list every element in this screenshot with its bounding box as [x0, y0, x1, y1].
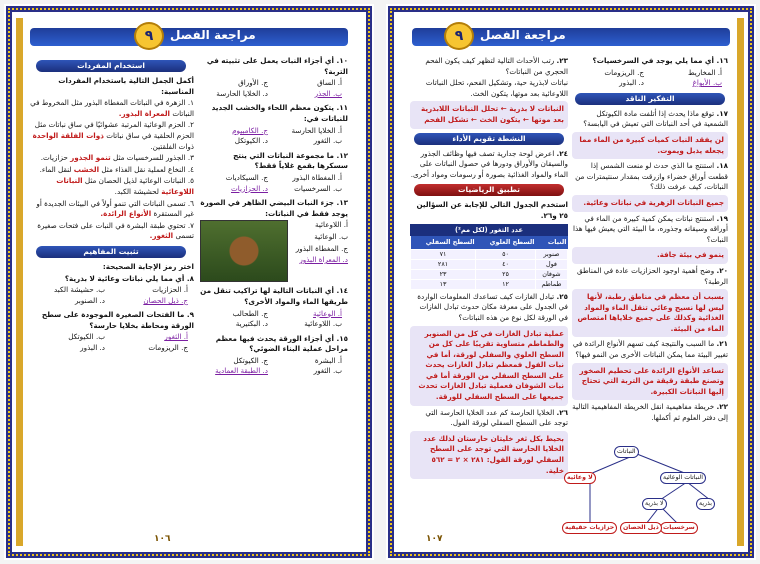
- vocab-section-title: استخدام المفردات: [36, 60, 186, 72]
- table-row: صنوبر ٥٠ ٧١: [411, 249, 568, 259]
- q23-answer: النباتات لا بذرية ← تحلل النباتات اللابذرية بعد موتها ← يتكون الخث ← تشكل الفحم: [410, 101, 568, 128]
- vocab-item-1: ١. الزهرة في النباتات المغطاة البذور مثل المخروط في النباتات المعراة البذور.: [30, 98, 194, 118]
- question-15: ١٥. أي أجزاء الورقة يحدث فيها معظم مراحل عملية البناء الضوئي؟: [215, 333, 348, 354]
- q11-options: أ. الخلايا الحارسة ج. الكامبيوم ب. الثغور د. الكيوتكل: [200, 126, 348, 147]
- vocab-item-5: ٥. النباتات الوعائية لذيل الحصان مثل النباتات اللاوعائية لحشيشة الكبد.: [56, 176, 194, 196]
- q15-answer: د. الطبقة العمادية: [215, 366, 268, 376]
- critical-thinking-column: [572, 56, 728, 425]
- review-questions-column: [200, 56, 348, 377]
- table-row: فول ٤٠ ٢٨١: [411, 259, 568, 269]
- q10-answer: ب. الجذر: [314, 88, 342, 98]
- map-nonvascular: لا وعائية: [564, 472, 596, 484]
- question-26: ٢٦. الخلايا الحارسة كم عدد الخلايا الحارسة التي توجد على السطح السفلي لورقة الفول.: [425, 407, 568, 428]
- q13-block: [200, 220, 348, 282]
- question-19: ١٩. استنتج نباتات يمكن كمية كبيرة من الماء في أوراقه وسيقانه وجذوره، ما البيئة التي يعيش فيها هذا النبات؟: [573, 213, 728, 244]
- q13-options: أ. اللاوعائية ب. الوعائية ج. المغطاة البذور د. المعراة البذور: [288, 220, 348, 282]
- question-25: ٢٥. تبادل الغازات كيف تساعدك المعلومات الواردة في الجدول على معرفة مكان حدوث تبادل الغازات في الورقة لكل نوع من هذه النباتات؟: [417, 291, 568, 322]
- application-column: [410, 56, 568, 481]
- q10-options: أ. الساق ج. الأوراق ب. الجذر د. الخلايا الحارسة: [200, 78, 348, 99]
- map-seeds: بذرية: [696, 498, 715, 510]
- q9-answer: أ. الثغور: [164, 332, 188, 342]
- page-rail: [737, 18, 744, 546]
- vocab-item-6: ٦. تسمى النباتات التي تنمو أولاً في البيئات الجديدة أو غير المستقرة الأنواع الرائدة.: [36, 198, 194, 219]
- q9-options: أ. الثغور ب. الكيوتكل ج. الريزومات د. البذور: [28, 332, 194, 353]
- question-14: ١٤. أي النباتات التالية لها تراكيب تنقل من طريقها الماء والمواد الأخرى؟: [200, 286, 348, 306]
- vocab-item-7: ٧. تحتوي طبقة البشرة في النبات على فتحات صغيرة تسمى الثغور.: [37, 220, 194, 241]
- vocab-instruction: أكمل الجمل التالية باستخدام المفردات المناسبة:: [58, 76, 194, 96]
- vocab-item-4: ٤. النخاع لعملية نقل الغذاء مثل الخشب لنقل الماء.: [39, 164, 194, 174]
- activity-title: النشطة تقويم الأداء: [414, 133, 564, 145]
- chapter-title: مراجعة الفصل: [170, 28, 256, 42]
- q23-sub: نباتات لابذرية حية، وتشكيل الفحم، تحلل النباتات اللاوعائية بعد موتها، يتكون الخث.: [425, 78, 568, 98]
- map-root: النباتات: [614, 446, 639, 458]
- q21-answer: تساعد الأنواع الرائدة على تحطيم الصخور وتصنع طبقة رقيقة من التربة التي تحتاج إليها النباتات الكبيرة.: [572, 363, 728, 401]
- question-8: ٨. أي مما يلي نباتات وعائية لا بذرية؟: [64, 273, 194, 283]
- question-13: ١٣. جزء النبات البيضي الظاهر في الصورة يوجد فقط في النباتات:: [200, 198, 348, 218]
- q14-answer: أ. الوعائية: [313, 308, 342, 318]
- q8-options: أ. الحزازيات ب. حشيشة الكبد ج. ذيل الحصان د. الصنوبر: [28, 285, 194, 306]
- chapter-badge: ٩: [444, 22, 474, 50]
- vocab-item-3: ٣. الجذور للسرخسيات مثل تنمو الجذور حزازيات.: [40, 153, 194, 163]
- q16-answer: ب. الأبواغ: [692, 78, 722, 88]
- q13-answer: د. المعراة البذور: [299, 255, 348, 265]
- question-16: ١٦. أي مما يلي يوجد في السرخسيات؟: [592, 56, 728, 65]
- question-9: ٩. ما الفتحات الصغيرة الموجودة على سطح الورقة ومحاطة بخلايا حارسة؟: [41, 310, 194, 330]
- page-rail: [16, 18, 23, 546]
- table-row: طماطم ١٢ ١٣: [411, 279, 568, 289]
- q19-answer: ينمو في بيئة جافة.: [572, 247, 728, 264]
- table-header-row: النبات السطح العلوي السطح السفلي: [411, 236, 568, 249]
- critical-thinking-title: التفكير الناقد: [575, 93, 725, 105]
- question-18: ١٨. استنتج ما الذي حدث لو منعت الشمس إذا قطعت أوراق خضراء وازرقت بمقدار سنتيمترات من النباتات، كيف عرفت ذلك؟: [575, 161, 728, 192]
- map-moss: حزازيات حقيقية: [562, 522, 617, 534]
- chapter-header: [412, 22, 730, 50]
- q12-answer: د. الحزازيات: [231, 183, 268, 193]
- q15-options: أ. البشرة ج. الكيوتكل ب. الثغور د. الطبقة العمادية: [200, 356, 348, 377]
- concept-section-title: تثبيت المفاهيم: [36, 246, 186, 258]
- page-106: [4, 4, 374, 560]
- table-caption: عدد الثغور (لكل مم²): [410, 224, 568, 237]
- concept-map: [542, 444, 732, 544]
- concept-instruction: اختر رمز الإجابة الصحيحة:: [102, 261, 194, 271]
- page-number: ١٠٧: [426, 534, 443, 544]
- pine-cone-photo: [200, 220, 288, 282]
- q14-options: أ. الوعائية ج. الطحالب ب. اللاوعائية د. البكتيرية: [200, 309, 348, 330]
- math-intro: استخدم الجدول التالي للإجابة عن السؤالين ٢٥ و٢٦.: [416, 200, 568, 220]
- q20-answer: بسبب أن معظم في مناطق رطبة، لأنها ليس لها نسيج وعائي تنقل الماء والمواد الغذائية وكذلك على جميع خلاياها امتصاص الماء من البيئة.: [572, 289, 728, 337]
- question-23: ٢٣. رتب الأحداث التالية لتظهر كيف يكون الفحم الحجري من النباتات؟: [425, 56, 568, 76]
- q25-answer: عملية تبادل الغازات في كل من الصنوبر والطماطم متساوية تقريبًا على كل من السطح العلوي والسفلي لورقة، أما في نبات الفول فمعظم تبادل الغازات يحدث على السطح السفلي من الورقة أما في نبات الشوفان فعملية تبادل الغازات تحدث جميعها على السطح السفلي للورقة.: [410, 326, 568, 406]
- page-number: ١٠٦: [154, 534, 171, 544]
- question-10: ١٠. أي أجزاء النبات يعمل على تثبيته في التربة؟: [206, 56, 348, 76]
- stomata-table: [410, 224, 568, 290]
- question-22: ٢٢. خريطة مفاهيمية انقل الخريطة المفاهيمية التالية إلى دفتر العلوم ثم أكملها.: [572, 402, 728, 423]
- vocab-item-2: ٢. الحزم الوعائية المرتبة عشوائيًا في ساق نباتات مثل الحزم الحلقية في ساق نباتات ذوات الفلقة الواحدة ذوات الفلقتين.: [32, 120, 194, 151]
- q12-options: أ. المغطاة البذور ج. السيكاديات ب. السرخسيات د. الحزازيات: [200, 173, 348, 194]
- chapter-title: مراجعة الفصل: [480, 28, 566, 42]
- map-ferns: سرخسيات: [660, 522, 698, 534]
- question-20: ٢٠. وضح أهمية اوجود الحزازيات عادة في المناطق الرطبة؟: [576, 265, 728, 286]
- math-title: تطبيق الرياضيات: [414, 184, 564, 196]
- vocab-column: [28, 56, 194, 354]
- q17-answer: لن يفقد النبات كميات كبيرة من الماء مما يجعله يذبل ويموت.: [572, 132, 728, 159]
- chapter-badge: ٩: [134, 22, 164, 50]
- question-11: ١١. يتكون معظم اللحاء والخشب الجديد للنباتات في:: [211, 103, 348, 123]
- question-21: ٢١. ما السبب والنتيجة كيف تسهم الأنواع الرائدة في تغيير البيئة مما يمكن النباتات الأخرى من النمو فيها؟: [572, 339, 728, 360]
- table-row: شوفان ٢٥ ٢٣: [411, 269, 568, 279]
- map-vascular: النباتات الوعائية: [660, 472, 706, 484]
- chapter-header: [30, 22, 348, 50]
- question-24: ٢٤. اعرض لوحة جدارية تصف فيها وظائف الجذور والسيقان والأوراق ودورها في حصول النباتات على الماء والمواد الغذائية بصورة أو رسومات ومواد أخرى.: [410, 148, 568, 179]
- q8-answer: ج. ذيل الحصان: [143, 295, 188, 305]
- page-107: [386, 4, 756, 560]
- q18-answer: جميع النباتات الزهرية في نباتات وعائية.: [572, 195, 728, 212]
- q26-answer: بحيط بكل ثغر خليتان حارستان لذلك عدد الخلايا الحارسة التي توجد على السطح السفلي لورقة الفول: ٢٨١ × ٢ = ٥٦٢ خلية.: [410, 431, 568, 479]
- map-horsetail: ذيل الحصان: [620, 522, 662, 534]
- q16-options: أ. المخاريط ج. الريزومات ب. الأبواغ د. البذور: [572, 68, 728, 89]
- q11-answer: ج. الكامبيوم: [232, 125, 268, 135]
- map-seedless: لا بذرية: [642, 498, 667, 510]
- question-12: ١٢. ما مجموعة النباتات التي ينتج سسكرها بقمع غلاياً فقط؟: [233, 150, 348, 171]
- question-17: ١٧. توقع ماذا يحدث إذا أتلفت مادة الكيوتكل الشمعية في أحد النباتات التي تعيش في اليابسة؟: [583, 108, 728, 129]
